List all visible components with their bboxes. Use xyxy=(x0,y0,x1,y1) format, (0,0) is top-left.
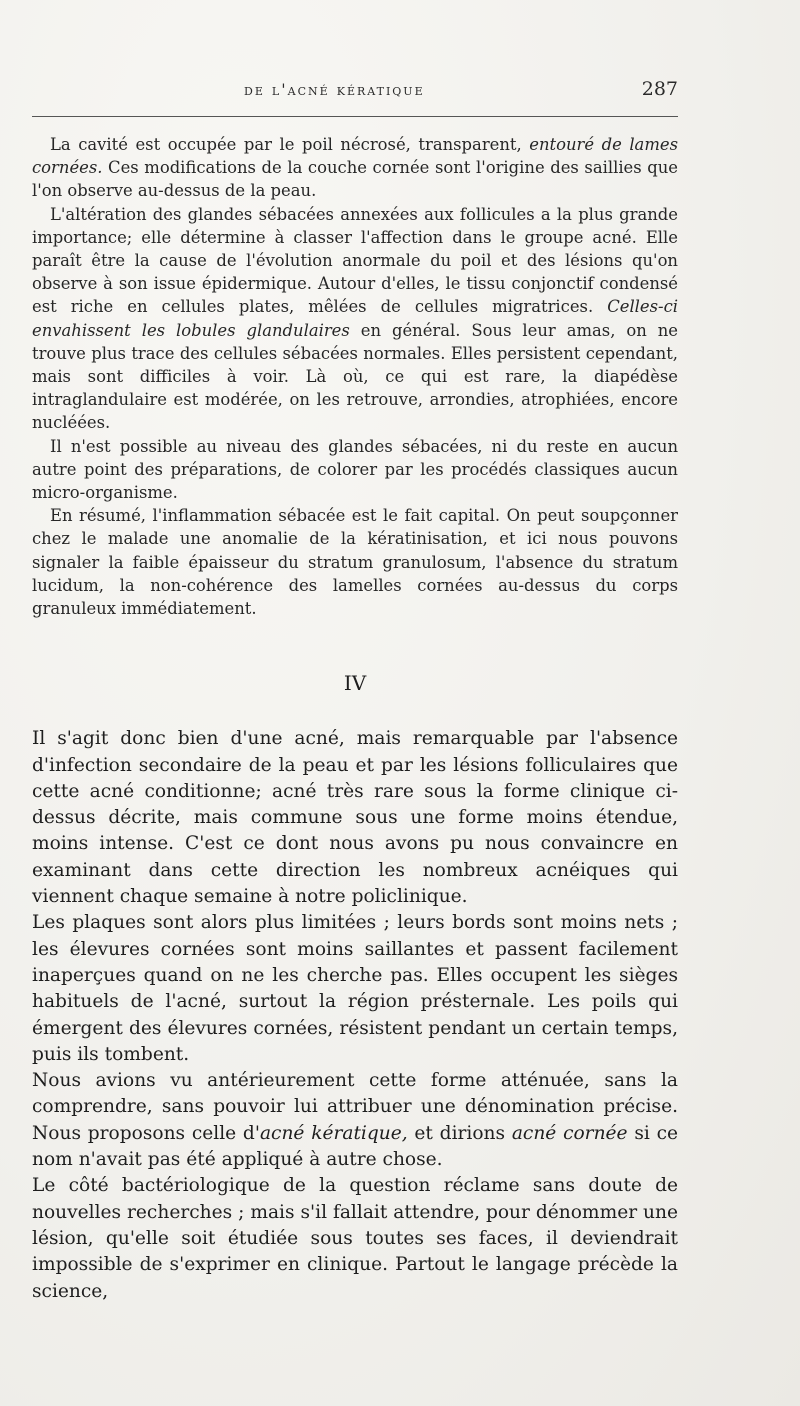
small-print-section xyxy=(32,133,678,620)
text-run: si ce nom n'avait pas été appliqué à autre chose. xyxy=(32,1122,678,1171)
header-rule xyxy=(32,116,678,117)
page-header xyxy=(32,76,678,106)
text-run: Il s'agit donc bien d'une acné, mais remarquable par l'absence d'infection secondaire de la peau et par les lésions folliculaires que cette acné conditionne; acné très rare sous la forme clinique ci-dessus décrite, mais commune sous une forme moins étendue, moins intense. C'est ce dont nous avons pu nous convaincre en examinant dans cette direction les nombreux acnéiques qui viennent chaque semaine à notre policlinique. xyxy=(32,728,678,908)
text-run: Il n'est possible au niveau des glandes sébacées, ni du reste en aucun autre point des préparations, de colorer par les procédés classiques aucun micro-organisme. xyxy=(32,436,678,503)
paragraph xyxy=(32,1068,678,1173)
italic-text: acné kératique, xyxy=(259,1122,408,1144)
paragraph xyxy=(32,203,678,435)
paragraph xyxy=(32,504,678,620)
text-run: Ces modifications de la couche cornée sont l'origine des saillies que l'on observe au-dessus de la peau. xyxy=(32,158,678,201)
page-body xyxy=(32,133,678,1305)
paragraph xyxy=(32,1173,678,1304)
paragraph xyxy=(32,726,678,910)
text-run: L'altération des glandes sébacées annexées aux follicules a la plus grande importance; elle détermine à classer l'affection dans le groupe acné. Elle paraît être la cause de l'évolution anormale du poil et des lésions qu'on observe à son issue épidermique. Autour d'elles, le tissu conjonctif condensé est riche en cellules plates, mêlées de cellules migratrices. xyxy=(32,204,678,317)
section-numeral: IV xyxy=(343,671,367,696)
text-run: Le côté bactériologique de la question réclame sans doute de nouvelles recherches ; mais s'il fallait attendre, pour dénommer une lésion, qu'elle soit étudiée sous toutes ses faces, il deviendrait impossible de s'exprimer en clinique. Partout le langage précède la science, xyxy=(32,1175,678,1302)
paragraph xyxy=(32,133,678,203)
page-number: 287 xyxy=(641,78,678,100)
section-iv-text xyxy=(32,726,678,1305)
text-run: Les plaques sont alors plus limitées ; leurs bords sont moins nets ; les élevures cornées sont moins saillantes et passent facilement inaperçues quand on ne les cherche pas. Elles occupent les sièges habituels de l'acné, surtout la région présternale. Les poils qui émergent des élevures cornées, résistent pendant un certain temps, puis ils tombent. xyxy=(32,912,678,1065)
text-run: en général. Sous leur amas, on ne trouve plus trace des cellules sébacées normales. Elles persistent cependant, mais sont difficiles à voir. Là où, ce qui est rare, la diapédèse intraglandulaire est modérée, on les retrouve, arrondies, atrophiées, encore nucléées. xyxy=(32,320,679,433)
paragraph xyxy=(32,910,678,1068)
text-run: Nous avions vu antérieurement cette forme atténuée, sans la comprendre, sans pouvoir lui attribuer une dénomination précise. Nous proposons celle d' xyxy=(32,1070,678,1144)
running-title: de l'acné kératique xyxy=(244,80,425,99)
paragraph xyxy=(32,435,678,505)
text-run: La cavité est occupée par le poil nécrosé, transparent, xyxy=(50,135,530,154)
text-run: En résumé, l'inflammation sébacée est le fait capital. On peut soupçonner chez le malade une anomalie de la kératinisation, et ici nous pouvons signaler la faible épaisseur du stratum granulosum, l'absence du stratum lucidum, la non-cohérence des lamelles cornées au-dessus du corps granuleux immédiatement. xyxy=(32,506,678,619)
italic-text: entouré de lames cornées. xyxy=(32,135,678,178)
italic-text: acné cornée xyxy=(511,1122,628,1144)
italic-text: Celles-ci envahissent les lobules glandulaires xyxy=(32,297,678,340)
text-run: et dirions xyxy=(407,1122,512,1144)
